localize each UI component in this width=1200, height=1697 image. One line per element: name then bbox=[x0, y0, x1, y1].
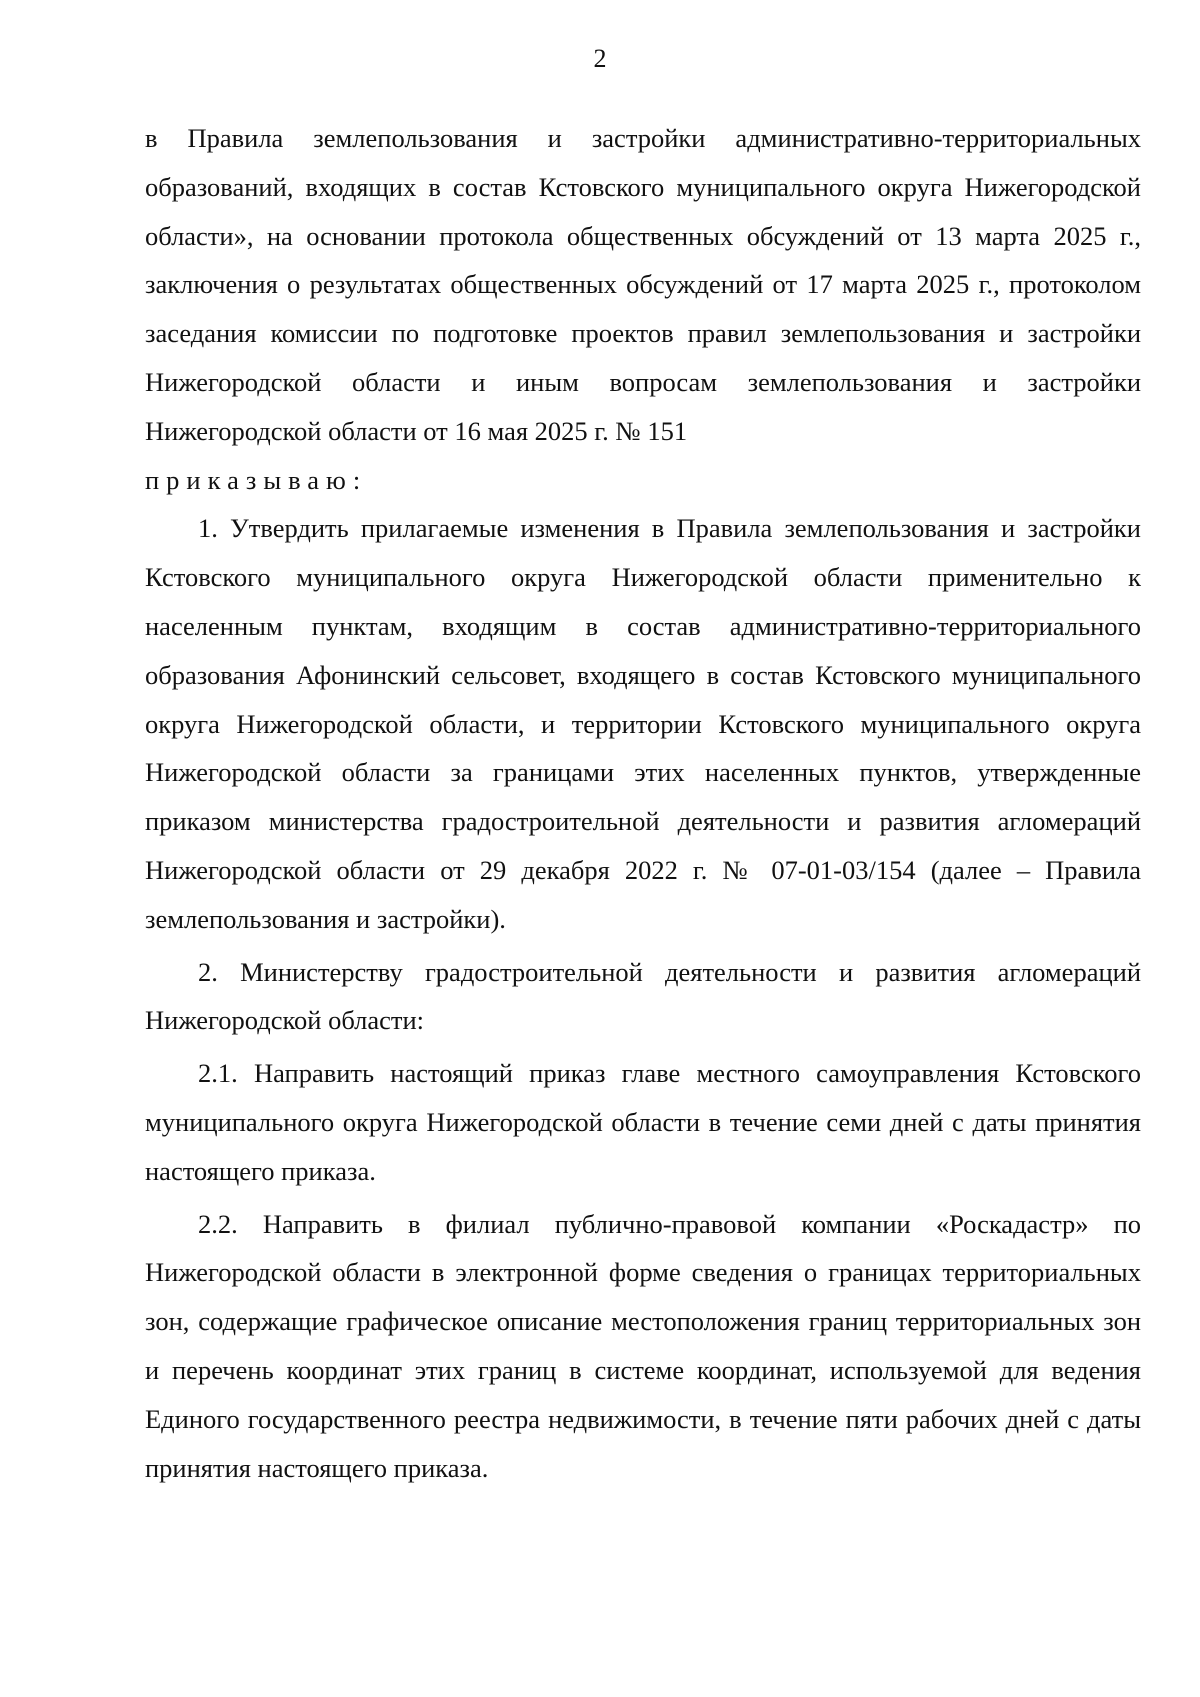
preamble-paragraph: в Правила землепользования и застройки административно-территориальных образований, входящих в состав Кстовского муниципального округа Нижегородской области», на основании протокола общественных обсуждений от 13 марта 2025 г., заключения о результатах общественных обсуждений от 17 марта 2025 г., протоколом заседания комиссии по подготовке проектов правил землепользования и застройки Нижегородской области и иным вопросам землепользования и застройки Нижегородской области от 16 мая 2025 г. № 151 bbox=[145, 123, 1141, 446]
item-1-paragraph: 1. Утвердить прилагаемые изменения в Правила землепользования и застройки Кстовского муниципального округа Нижегородской области применительно к населенным пунктам, входящим в состав административно-территориального образования Афонинский сельсовет, входящего в состав Кстовского муниципального округа Нижегородской области, и территории Кстовского муниципального округа Нижегородской области за границами этих населенных пунктов, утвержденные приказом министерства градостроительной деятельности и развития агломераций Нижегородской области от 29 декабря 2022 г. № 07-01-03/154 (далее – Правила землепользования и застройки). bbox=[145, 513, 1141, 934]
order-word: приказываю: bbox=[145, 464, 368, 495]
item-2-paragraph: 2. Министерству градостроительной деятельности и развития агломераций Нижегородской области: bbox=[145, 956, 1141, 1036]
item-2-2-paragraph: 2.2. Направить в филиал публично-правовой компании «Роскадастр» по Нижегородской области в электронной форме сведения о границах территориальных зон, содержащие графическое описание местоположения границ территориальных зон и перечень координат этих границ в системе координат, используемой для ведения Единого государственного реестра недвижимости, в течение пяти рабочих дней с даты принятия настоящего приказа. bbox=[145, 1208, 1141, 1483]
document-body bbox=[145, 114, 1141, 1492]
page-number: 2 bbox=[593, 44, 607, 73]
item-2-1-paragraph: 2.1. Направить настоящий приказ главе местного самоуправления Кстовского муниципального округа Нижегородской области в течение семи дней с даты принятия настоящего приказа. bbox=[145, 1058, 1141, 1186]
